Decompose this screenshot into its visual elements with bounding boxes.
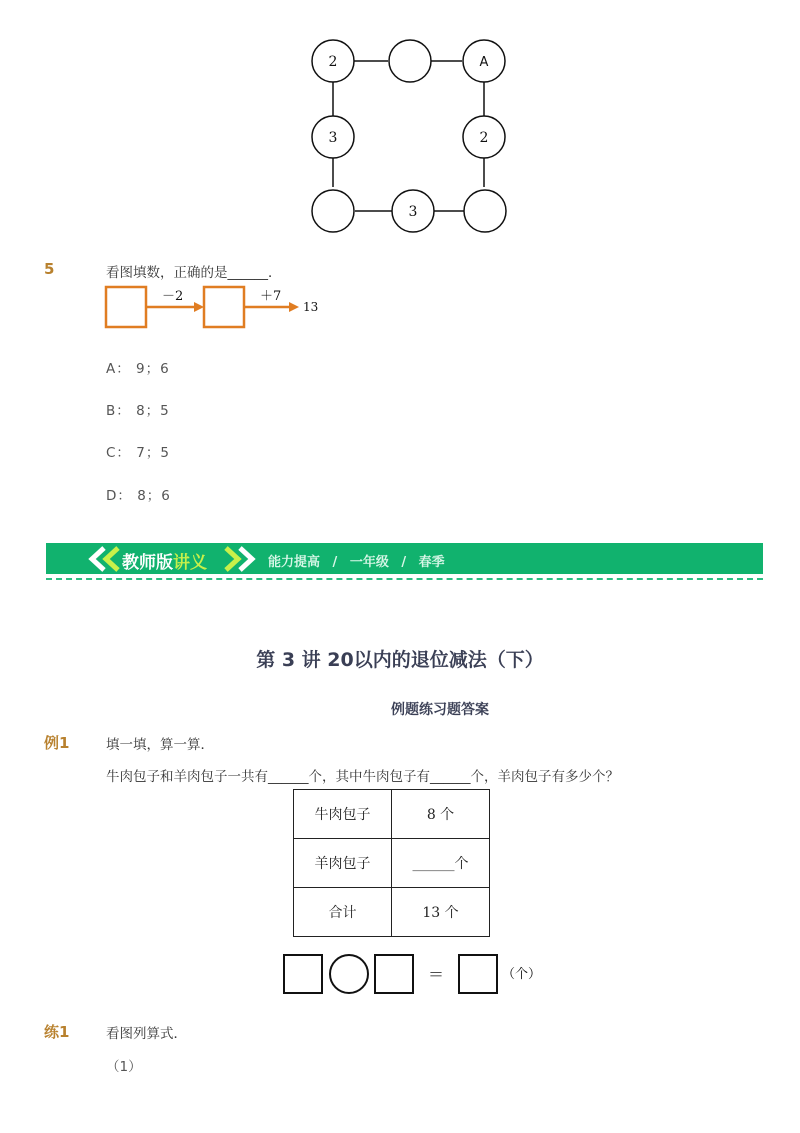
- breadcrumb-separator: /: [332, 555, 338, 570]
- operator-circle[interactable]: [330, 955, 368, 993]
- circle-label: A: [479, 55, 489, 70]
- equation-template: [280, 950, 550, 1000]
- header-banner: [46, 543, 763, 574]
- operation-label: －2: [162, 289, 184, 304]
- banner-brand-a: 教师版: [122, 553, 173, 573]
- equals-sign: ＝: [428, 965, 445, 984]
- answer-box[interactable]: [459, 955, 497, 993]
- answer-box[interactable]: [375, 955, 413, 993]
- option-label: C：: [106, 445, 131, 461]
- banner-divider: [46, 578, 763, 580]
- breadcrumb: [268, 551, 445, 570]
- example-question: 牛肉包子和羊肉包子一共有______个，其中牛肉包子有______个，羊肉包子有多少个？: [106, 769, 619, 785]
- option-d[interactable]: [106, 484, 171, 504]
- practice-part: （1）: [106, 1059, 142, 1075]
- table-cell: 合计: [294, 888, 392, 937]
- double-chevron-left-icon: [84, 546, 126, 572]
- table-row: [294, 839, 490, 888]
- breadcrumb-item: 能力提高: [268, 555, 321, 570]
- arrow-icon: [289, 302, 299, 312]
- section-subtitle: 例题练习题答案: [391, 702, 489, 718]
- question-number: 5: [44, 260, 55, 278]
- table-cell: 羊肉包子: [294, 839, 392, 888]
- circle-node: [312, 190, 354, 232]
- option-value: 8；5: [136, 403, 170, 419]
- table-cell: 牛肉包子: [294, 790, 392, 839]
- option-c[interactable]: [106, 441, 170, 461]
- circle-label: 3: [408, 204, 418, 220]
- breadcrumb-item: 春季: [418, 555, 445, 570]
- double-chevron-right-icon: [218, 546, 260, 572]
- circle-diagram: [300, 30, 520, 240]
- circle-node: [464, 190, 506, 232]
- table-cell: ______个: [392, 839, 490, 888]
- table-row: [294, 790, 490, 839]
- unit-label: （个）: [502, 967, 542, 982]
- table-cell: 13 个: [392, 888, 490, 937]
- table-row: [294, 888, 490, 937]
- circle-label: 2: [328, 54, 338, 70]
- breadcrumb-item: 一年级: [349, 555, 389, 570]
- breadcrumb-separator: /: [401, 555, 407, 570]
- banner-brand: [122, 548, 207, 573]
- answer-box: [204, 287, 244, 327]
- option-label: D：: [106, 488, 132, 504]
- banner-brand-b: 讲义: [173, 553, 207, 573]
- question-text: 看图填数，正确的是______．: [106, 265, 282, 281]
- circle-node: [389, 40, 431, 82]
- answer-box: [106, 287, 146, 327]
- circle-label: 3: [328, 130, 338, 146]
- result-label: 13: [303, 300, 319, 314]
- option-b[interactable]: [106, 399, 170, 419]
- practice-label: 练1: [44, 1023, 70, 1041]
- example-label: 例1: [44, 734, 70, 752]
- option-value: 7；5: [136, 445, 170, 461]
- arrow-icon: [194, 302, 204, 312]
- answer-box[interactable]: [284, 955, 322, 993]
- practice-instruction: 看图列算式．: [106, 1026, 187, 1042]
- arrow-diagram: [100, 282, 340, 334]
- option-a[interactable]: [106, 357, 170, 377]
- option-value: 8；6: [137, 488, 171, 504]
- option-value: 9；6: [136, 361, 170, 377]
- option-label: A：: [106, 361, 131, 377]
- circle-label: 2: [479, 130, 489, 146]
- option-label: B：: [106, 403, 131, 419]
- example-instruction: 填一填，算一算．: [106, 737, 214, 753]
- table-cell: 8 个: [392, 790, 490, 839]
- lesson-title: 第 3 讲 20以内的退位减法（下）: [256, 649, 544, 671]
- operation-label: ＋7: [260, 289, 282, 304]
- data-table: [293, 789, 490, 937]
